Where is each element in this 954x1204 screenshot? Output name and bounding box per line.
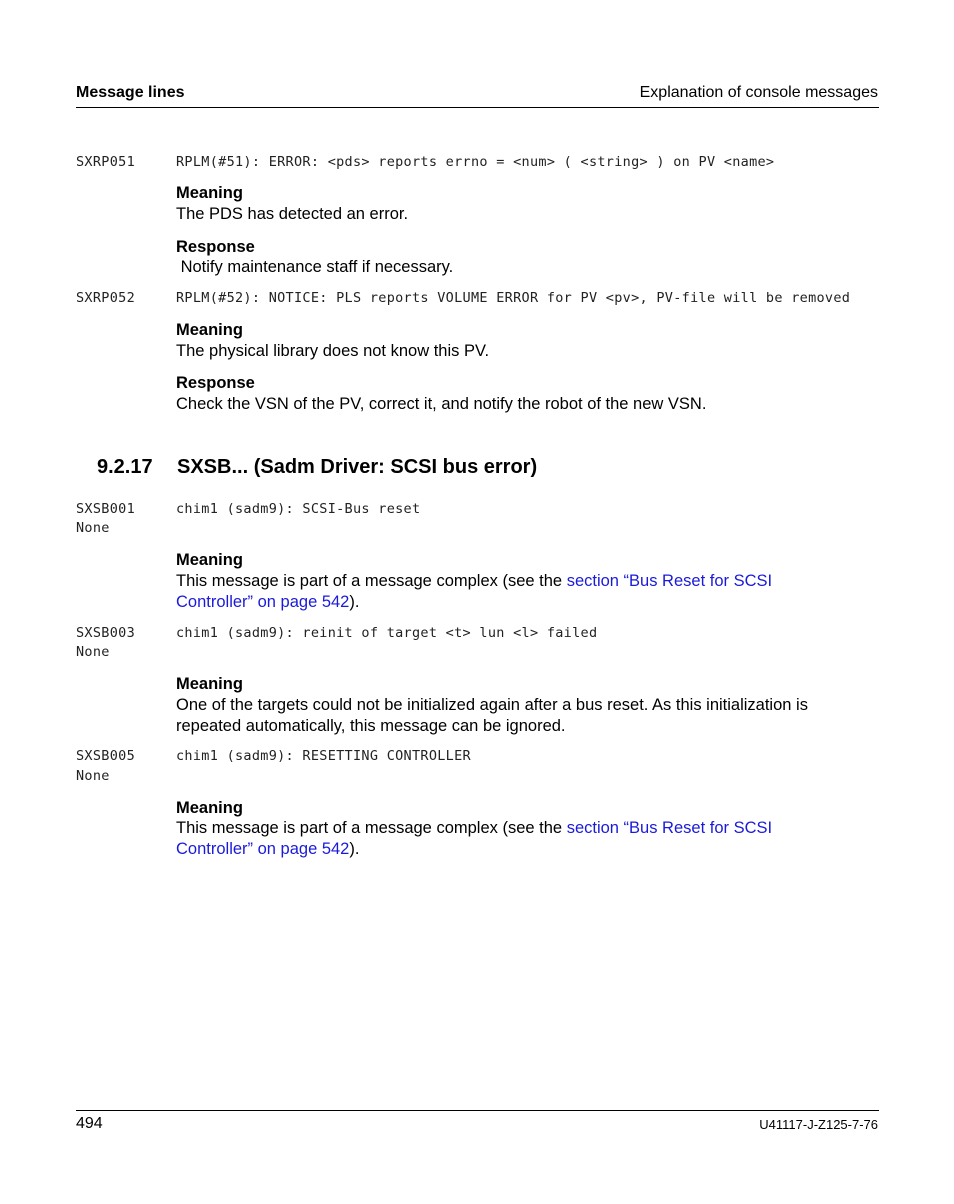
meaning-heading: Meaning xyxy=(176,675,243,693)
response-text: Check the VSN of the PV, correct it, and notify the robot of the new VSN. xyxy=(176,395,707,413)
document-id: U41117-J-Z125-7-76 xyxy=(759,1117,878,1132)
message-id: SXRP051 xyxy=(76,154,135,170)
meaning-text xyxy=(176,818,826,860)
message-text: chim1 (sadm9): SCSI-Bus reset xyxy=(176,501,421,517)
message-text: chim1 (sadm9): reinit of target <t> lun <l> failed xyxy=(176,625,598,641)
meaning-text: One of the targets could not be initialized again after a bus reset. As this initialization is repeated automatically, this message can be ignored. xyxy=(176,696,808,735)
response-heading: Response xyxy=(176,374,255,392)
meaning-heading: Meaning xyxy=(176,551,243,569)
meaning-text-post: ). xyxy=(349,840,360,858)
cross-reference-link[interactable]: section “Bus Reset for SCSI Controller” on page 542 xyxy=(176,819,773,858)
meaning-text-post: ). xyxy=(349,593,360,611)
meaning-text xyxy=(176,571,826,613)
message-text: chim1 (sadm9): RESETTING CONTROLLER xyxy=(176,748,471,764)
cross-reference-link[interactable]: section “Bus Reset for SCSI Controller” on page 542 xyxy=(176,572,773,611)
message-sub: None xyxy=(76,644,110,660)
meaning-heading: Meaning xyxy=(176,321,243,339)
running-header-title: Message lines xyxy=(76,84,185,101)
message-id: SXRP052 xyxy=(76,290,135,306)
message-text: RPLM(#51): ERROR: <pds> reports errno = <num> ( <string> ) on PV <name> xyxy=(176,154,775,170)
section-title: SXSB... (Sadm Driver: SCSI bus error) xyxy=(177,456,538,478)
footer-rule xyxy=(76,1110,879,1111)
meaning-text-pre: This message is part of a message complex (see the xyxy=(176,572,567,590)
section-heading xyxy=(97,456,537,479)
meaning-heading: Meaning xyxy=(176,799,243,817)
meaning-heading: Meaning xyxy=(176,184,243,202)
meaning-text: The physical library does not know this PV. xyxy=(176,342,490,360)
running-header-subtitle: Explanation of console messages xyxy=(639,84,878,101)
message-sub: None xyxy=(76,520,110,536)
meaning-text: The PDS has detected an error. xyxy=(176,205,409,223)
page-number: 494 xyxy=(76,1115,103,1132)
message-text: RPLM(#52): NOTICE: PLS reports VOLUME ERROR for PV <pv>, PV-file will be removed xyxy=(176,290,851,306)
section-number: 9.2.17 xyxy=(97,456,153,478)
meaning-text-pre: This message is part of a message complex (see the xyxy=(176,819,567,837)
header-rule xyxy=(76,107,879,108)
message-id: SXSB001 xyxy=(76,501,135,517)
response-heading: Response xyxy=(176,238,255,256)
message-id: SXSB003 xyxy=(76,625,135,641)
response-text: Notify maintenance staff if necessary. xyxy=(176,258,454,276)
message-sub: None xyxy=(76,768,110,784)
message-id: SXSB005 xyxy=(76,748,135,764)
